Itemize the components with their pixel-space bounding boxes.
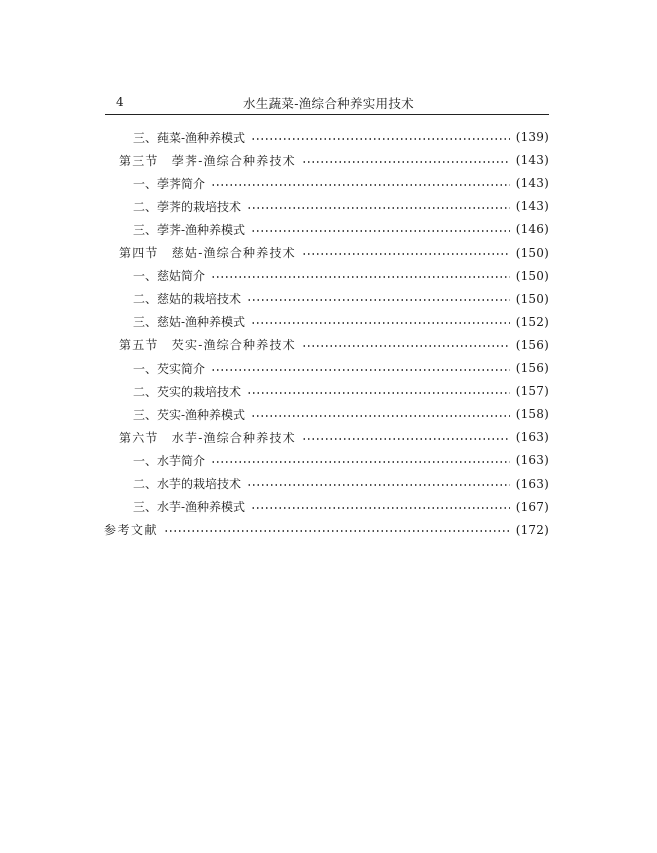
toc-entry-title: 三、慈姑-渔种养模式	[133, 315, 246, 330]
toc-entry-row[interactable]	[133, 381, 549, 401]
dot-leader	[302, 345, 510, 347]
dot-leader	[247, 484, 510, 486]
toc-entry-row[interactable]	[133, 289, 549, 309]
toc-entry-title: 二、荸荠的栽培技术	[133, 199, 242, 214]
toc-page-number: (156)	[515, 337, 549, 352]
toc-page-number: (163)	[515, 453, 549, 468]
toc-page-number: (150)	[515, 291, 549, 306]
dot-leader	[251, 322, 510, 324]
toc-page-number: (143)	[515, 199, 549, 214]
toc-entry-title: 参考文献	[104, 523, 159, 538]
toc-page-number: (139)	[515, 130, 549, 144]
toc-entry-row[interactable]	[133, 474, 549, 494]
dot-leader	[247, 392, 510, 394]
dot-leader	[211, 369, 510, 371]
dot-leader	[251, 138, 510, 140]
dot-leader	[211, 276, 510, 278]
dot-leader	[251, 415, 510, 417]
toc-entry-title: 一、水芋简介	[133, 453, 206, 468]
dot-leader	[164, 530, 510, 532]
toc-entry-title: 二、慈姑的栽培技术	[133, 292, 242, 307]
toc-page-number: (150)	[515, 245, 549, 260]
toc-entry-row[interactable]	[133, 196, 549, 216]
toc-entry-title: 三、荸荠-渔种养模式	[133, 222, 246, 237]
toc-entry-title: 第四节 慈姑-渔综合种养技术	[119, 246, 296, 260]
toc-entry-title: 二、水芋的栽培技术	[133, 477, 242, 491]
toc-entry-title: 二、芡实的栽培技术	[133, 384, 242, 399]
toc-page-number: (158)	[515, 407, 549, 422]
toc-entry-title: 三、莼菜-渔种养模式	[133, 130, 246, 145]
toc-entry-row[interactable]	[133, 127, 549, 147]
toc-page-number: (143)	[515, 176, 549, 191]
toc-page-number: (143)	[515, 153, 549, 168]
running-title: 水生蔬菜-渔综合种养实用技术	[243, 96, 414, 111]
toc-entry-row[interactable]	[133, 497, 549, 517]
toc-entry-title: 一、慈姑简介	[133, 269, 206, 284]
toc-entry-title: 第三节 荸荠-渔综合种养技术	[119, 153, 296, 168]
dot-leader	[251, 507, 510, 509]
header-rule	[105, 114, 549, 115]
toc-entry-row[interactable]	[133, 219, 549, 239]
toc-page-number: (156)	[515, 361, 549, 375]
toc-section-row[interactable]	[119, 150, 549, 170]
toc-entry-title: 三、芡实-渔种养模式	[133, 407, 246, 422]
toc-page-number: (150)	[515, 268, 549, 283]
toc-page-number: (167)	[515, 499, 549, 514]
toc-entry-row[interactable]	[133, 312, 549, 332]
dot-leader	[211, 184, 510, 186]
page-number: 4	[116, 95, 124, 109]
dot-leader	[302, 438, 510, 440]
toc-section-row[interactable]	[119, 335, 549, 355]
toc-entry-title: 第五节 芡实-渔综合种养技术	[119, 338, 296, 353]
dot-leader	[247, 299, 510, 301]
toc-entry-title: 一、荸荠简介	[133, 176, 206, 191]
toc-page-number: (172)	[515, 522, 549, 537]
toc-section-row[interactable]	[119, 243, 549, 263]
dot-leader	[247, 207, 510, 209]
toc-page-number: (152)	[515, 314, 549, 329]
toc-entry-title: 一、芡实简介	[133, 361, 206, 376]
dot-leader	[211, 461, 510, 463]
dot-leader	[302, 161, 510, 163]
dot-leader	[302, 253, 510, 255]
toc-entry-row[interactable]	[133, 450, 549, 470]
toc-section-row[interactable]	[119, 427, 549, 447]
toc-page-number: (157)	[515, 384, 549, 399]
toc-top-row[interactable]	[104, 520, 549, 540]
dot-leader	[251, 230, 510, 232]
toc-entry-title: 第六节 水芋-渔综合种养技术	[119, 430, 296, 445]
toc-page-number: (163)	[515, 430, 549, 445]
toc-entry-title: 三、水芋-渔种养模式	[133, 500, 246, 515]
toc-entry-row[interactable]	[133, 358, 549, 378]
toc-entry-row[interactable]	[133, 266, 549, 286]
toc-page-number: (146)	[515, 222, 549, 237]
toc-entry-row[interactable]	[133, 404, 549, 424]
toc-page-number: (163)	[515, 476, 549, 491]
toc-entry-row[interactable]	[133, 173, 549, 193]
